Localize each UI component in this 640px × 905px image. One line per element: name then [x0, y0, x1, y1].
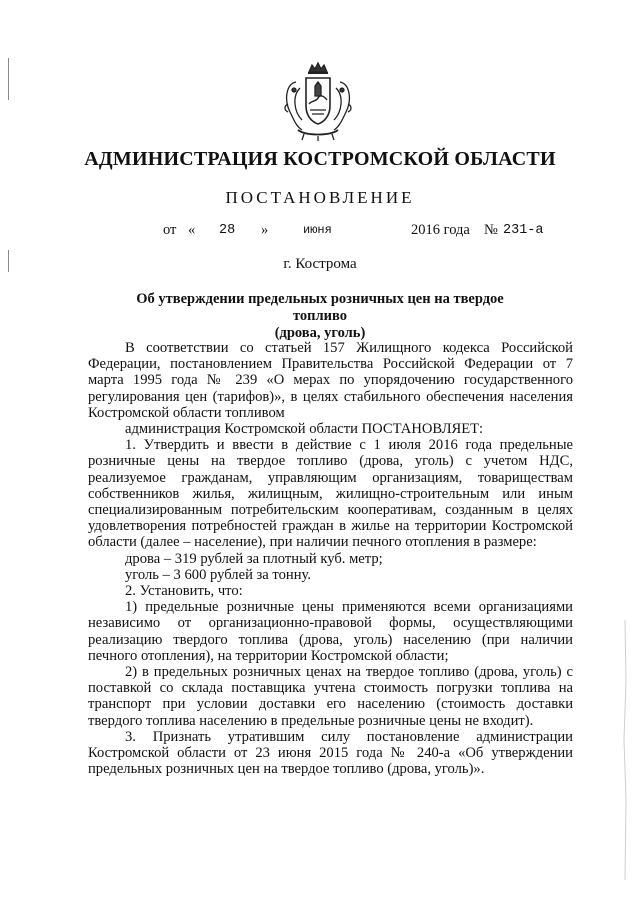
date-open-quote: « [188, 222, 196, 238]
date-month: июня [303, 223, 332, 237]
price-coal-line: уголь – 3 600 рублей за тонну. [125, 566, 312, 583]
heading-line-2: (дрова, уголь) [274, 325, 366, 341]
item-3-paragraph: 3. Признать утратившим силу постановление администрации Костромской области от 23 июня 2015 года № 240-а «Об утверждении предельных розничных цен на твердое топливо (дрова, уголь)». [88, 728, 573, 778]
scan-margin-line [8, 58, 9, 100]
city-name: г. Кострома [283, 256, 357, 272]
preamble-paragraph: В соответствии со статьей 157 Жилищного кодекса Российской Федерации, постановлением Правительства Российской Федерации от 7 марта 1995 года № 239 «О мерах по упорядочению государственного регулирования цен (тарифов)», в целях стабильного обеспечения населения Костромской области топливом [88, 340, 573, 421]
item-2-paragraph: 2. Установить, что: [125, 583, 243, 600]
date-day: 28 [219, 223, 236, 238]
document-heading [120, 291, 520, 342]
price-wood-line: дрова – 319 рублей за плотный куб. метр; [125, 550, 383, 567]
item-2-2-paragraph: 2) в предельных розничных ценах на твердое топливо (дрова, уголь) с поставкой со склада поставщика учтена стоимость погрузки топлива на транспорт при условии доставки его населению (стоимость доставки твердого топлива населению в предельные розничные цены не входит). [88, 664, 573, 729]
document-number: 231-а [503, 223, 544, 238]
document-type: ПОСТАНОВЛЕНИЕ [225, 188, 415, 207]
number-prefix: № [484, 222, 498, 238]
date-close-quote: » [261, 222, 269, 238]
scan-edge-mark [611, 620, 631, 880]
document-body [88, 340, 573, 777]
coat-of-arms-icon [282, 60, 354, 142]
item-1-paragraph: 1. Утвердить и ввести в действие с 1 июля 2016 года предельные розничные цены на твердое топливо (дрова, уголь) с учетом НДС, реализуемое гражданам, управляющим организациям, товариществам собственников жилья, жилищным, жилищно-строительным или иным специализированным потребительским кооперативам, созданным в целях удовлетворения потребностей граждан в жилье на территории Костромской области (далее – население), при наличии печного отопления в размере: [88, 437, 573, 551]
heading-line-1: Об утверждении предельных розничных цен на твердое топливо [136, 291, 504, 324]
organization-title: АДМИНИСТРАЦИЯ КОСТРОМСКОЙ ОБЛАСТИ [84, 148, 556, 170]
resolves-paragraph: администрация Костромской области ПОСТАНОВЛЯЕТ: [125, 421, 484, 438]
date-year: 2016 года [411, 222, 470, 238]
date-prefix: от [163, 222, 177, 238]
item-2-1-paragraph: 1) предельные розничные цены применяются всеми организациями независимо от организационно-правовой формы, осуществляющими реализацию твердого топлива (дрова, уголь) населению (при наличии печного отопления), на территории Костромской области; [88, 599, 573, 664]
